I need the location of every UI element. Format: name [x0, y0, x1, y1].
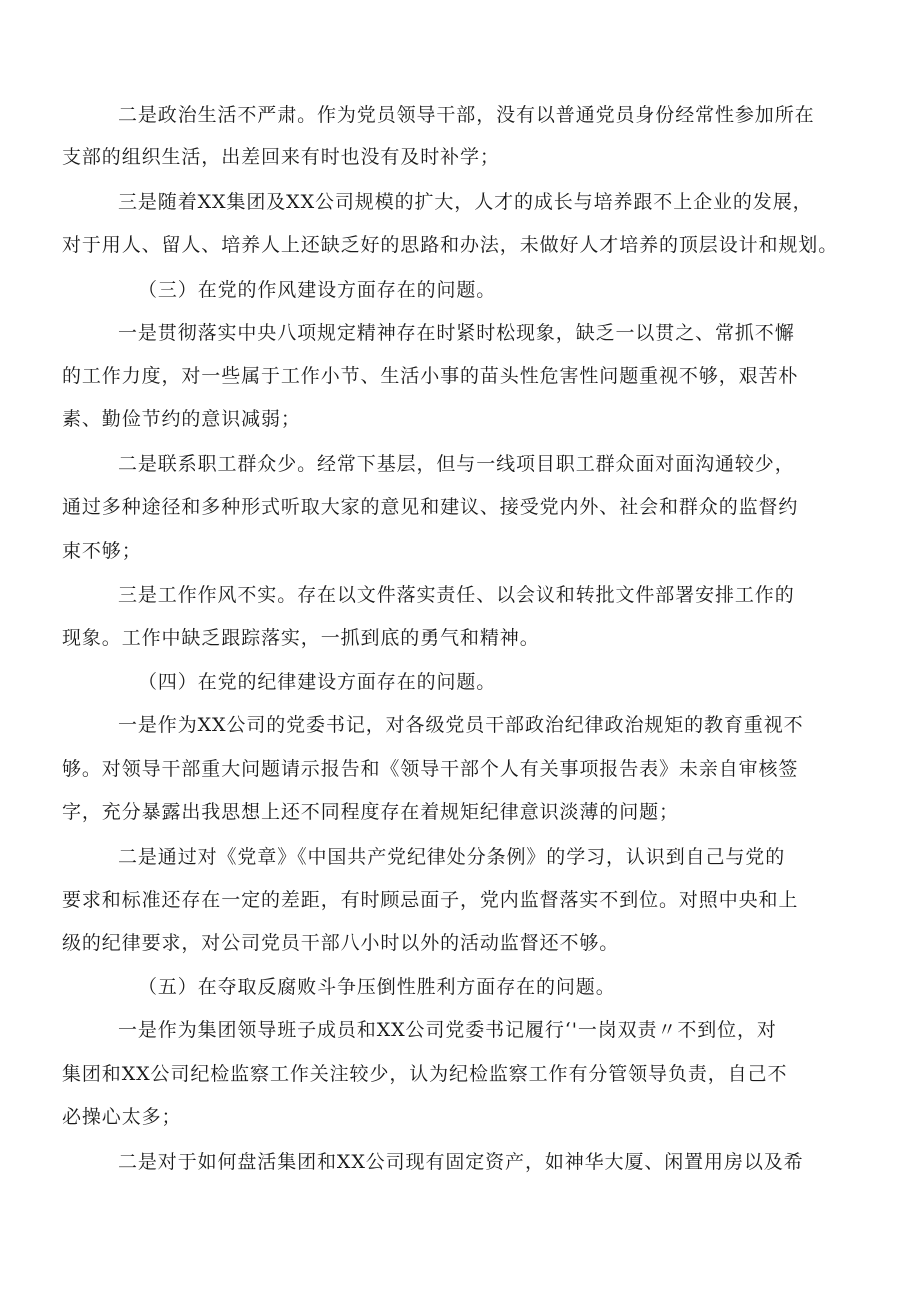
section-heading: （三）在党的作风建设方面存在的问题。 — [138, 279, 497, 301]
paragraph-line: 一是贯彻落实中央八项规定精神存在时紧时松现象，缺乏一以贯之、常抓不懈 — [118, 322, 795, 344]
paragraph-line: 字，充分暴露出我思想上还不同程度存在着规矩纪律意识淡薄的问题； — [62, 801, 679, 823]
paragraph-line: 通过多种途径和多种形式听取大家的意见和建议、接受党内外、社会和群众的监督约 — [62, 496, 799, 518]
paragraph-line: 三是随着XX集团及XX公司规模的扩大，人才的成长与培养跟不上企业的发展， — [118, 191, 813, 213]
paragraph-line: 二是通过对《党章》《中国共产党纪律处分条例》的学习，认识到自己与党的 — [118, 846, 786, 868]
paragraph-line: 够。对领导干部重大问题请示报告和《领导干部个人有关事项报告表》未亲自审核签 — [62, 758, 799, 780]
paragraph-line: 二是联系职工群众少。经常下基层，但与一线项目职工群众面对面沟通较少， — [118, 453, 795, 475]
paragraph-line: 现象。工作中缺乏跟踪落实，一抓到底的勇气和精神。 — [62, 627, 540, 649]
paragraph-line: 级的纪律要求，对公司党员干部八小时以外的活动监督还不够。 — [62, 932, 620, 954]
paragraph-line: 二是对于如何盘活集团和XX公司现有固定资产，如神华大厦、闲置用房以及希 — [118, 1151, 804, 1173]
paragraph-line: 素、勤俭节约的意识减弱； — [62, 408, 301, 430]
paragraph-line: 束不够； — [62, 540, 142, 562]
paragraph-line: 一是作为XX公司的党委书记，对各级党员干部政治纪律政治规矩的教育重视不 — [118, 714, 804, 736]
section-heading: （四）在党的纪律建设方面存在的问题。 — [138, 671, 497, 693]
paragraph-line: 的工作力度，对一些属于工作小节、生活小事的苗头性危害性问题重视不够，艰苦朴 — [62, 365, 799, 387]
paragraph-line: 集团和XX公司纪检监察工作关注较少，认为纪检监察工作有分管领导负责，自己不 — [62, 1063, 788, 1085]
paragraph-line: 三是工作作风不实。存在以文件落实责任、以会议和转批文件部署安排工作的 — [118, 584, 795, 606]
paragraph-line: 必操心太多； — [62, 1106, 182, 1128]
paragraph-line: 支部的组织生活，出差回来有时也没有及时补学； — [62, 146, 500, 168]
paragraph-line: 要求和标准还存在一定的差距，有时顾忌面子，党内监督落实不到位。对照中央和上 — [62, 889, 799, 911]
paragraph-line: 对于用人、留人、培养人上还缺乏好的思路和办法，未做好人才培养的顶层设计和规划。 — [62, 234, 839, 256]
paragraph-line: 二是政治生活不严肃。作为党员领导干部，没有以普通党员身份经常性参加所在 — [118, 104, 815, 126]
paragraph-line: 一是作为集团领导班子成员和XX公司党委书记履行‘'一岗双责〃不到位，对 — [118, 1019, 777, 1041]
section-heading: （五）在夺取反腐败斗争压倒性胜利方面存在的问题。 — [138, 976, 616, 998]
